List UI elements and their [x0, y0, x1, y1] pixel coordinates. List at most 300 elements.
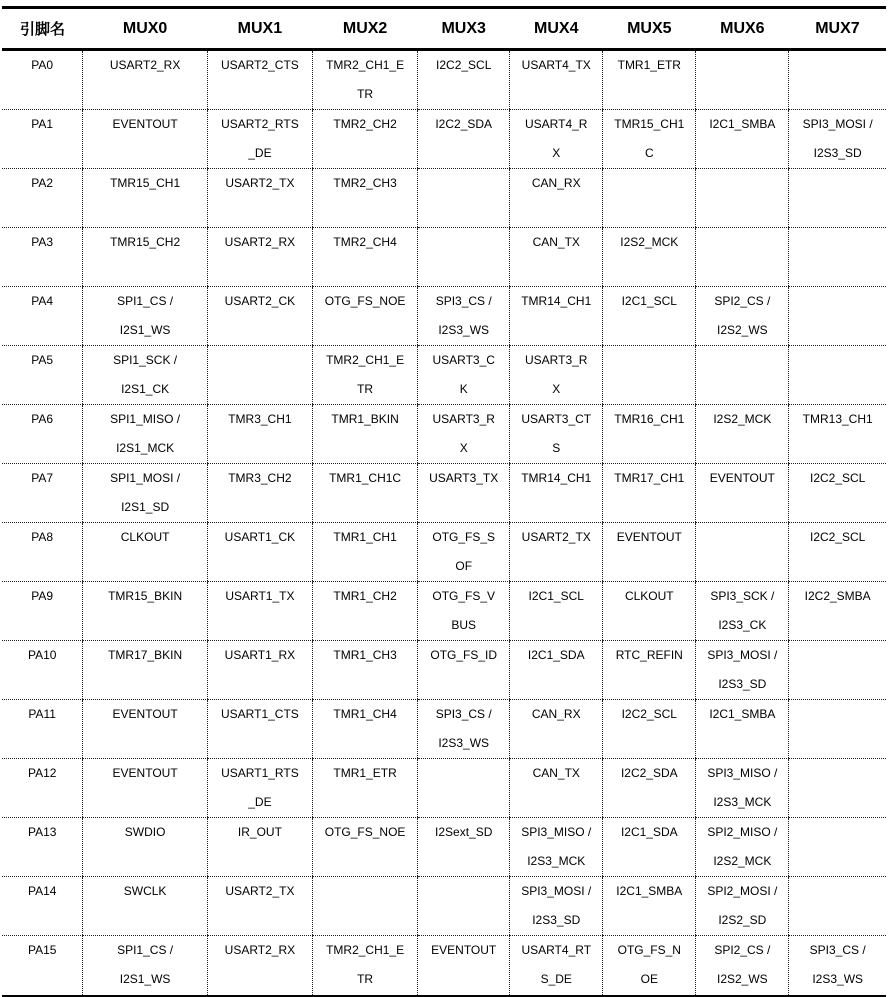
table-row [2, 346, 886, 405]
mux3-cell [418, 287, 510, 346]
mux-function-text: SPI3_CS / [809, 943, 866, 957]
mux4-cell [510, 700, 603, 759]
mux-function-text: X [552, 382, 561, 396]
mux0-cell [83, 346, 207, 405]
mux-function-text: CAN_RX [531, 707, 581, 721]
mux-function-text: TMR15_CH2 [110, 235, 181, 249]
mux6-cell [696, 700, 789, 759]
mux2-cell [313, 287, 418, 346]
mux7-cell [789, 523, 886, 582]
mux-function-text: TMR1_BKIN [331, 412, 399, 426]
mux-function-text: _DE [248, 795, 272, 809]
mux-function-text: _DE [248, 146, 272, 160]
mux3-cell [418, 110, 510, 169]
mux6-cell [696, 346, 789, 405]
mux-function-text: SPI2_MOSI / [707, 884, 778, 898]
pin-name-cell: PA9 [2, 582, 83, 641]
mux5-cell [603, 877, 696, 936]
mux-function-text: SPI3_CS / [435, 294, 492, 308]
mux-function-text: TMR1_ETR [333, 766, 397, 780]
mux-function-text: RTC_REFIN [615, 648, 683, 662]
mux-function-text: TMR1_CH3 [333, 648, 397, 662]
mux7-cell [789, 818, 886, 877]
mux-function-text: TMR2_CH1_E [326, 353, 405, 367]
mux1-cell [207, 523, 312, 582]
mux4-cell [510, 169, 603, 228]
mux5-cell [603, 110, 696, 169]
mux2-cell [313, 759, 418, 818]
mux0-cell [83, 287, 207, 346]
header-mux6: MUX6 [696, 8, 789, 50]
mux-function-text: I2S2_WS [716, 323, 768, 337]
pin-name-cell: PA1 [2, 110, 83, 169]
mux6-cell [696, 405, 789, 464]
mux-function-text: TMR2_CH1_E [326, 943, 405, 957]
mux6-cell [696, 287, 789, 346]
mux2-cell [313, 50, 418, 110]
mux-function-text: EVENTOUT [431, 943, 497, 957]
mux-function-text: I2C1_SMBA [709, 707, 776, 721]
mux-function-text: I2S3_CK [718, 618, 767, 632]
mux-function-text: I2S3_SD [813, 146, 862, 160]
mux-function-text: TMR1_CH1 [333, 530, 397, 544]
mux-function-text: SPI3_SCK / [710, 589, 775, 603]
pin-name-cell: PA10 [2, 641, 83, 700]
mux-function-text: I2S3_SD [532, 913, 581, 927]
mux-function-text: USART4_TX [521, 58, 591, 72]
mux2-cell [313, 641, 418, 700]
mux0-cell [83, 50, 207, 110]
mux-function-text: I2S3_WS [438, 323, 490, 337]
pin-name-cell: PA5 [2, 346, 83, 405]
mux-function-text: S [552, 441, 561, 455]
mux0-cell [83, 228, 207, 287]
mux2-cell [313, 464, 418, 523]
mux1-cell [207, 50, 312, 110]
mux5-cell [603, 523, 696, 582]
mux-function-text: I2S1_MCK [116, 441, 175, 455]
mux-function-text: I2S3_WS [812, 972, 864, 986]
mux-function-text: S_DE [540, 972, 572, 986]
mux-function-text: I2C1_SCL [621, 294, 677, 308]
pin-name-cell: PA6 [2, 405, 83, 464]
mux6-cell [696, 582, 789, 641]
mux-function-text: SPI3_MOSI / [802, 117, 873, 131]
mux3-cell [418, 464, 510, 523]
mux-function-text: TMR16_CH1 [614, 412, 685, 426]
pin-name-cell: PA12 [2, 759, 83, 818]
mux4-cell [510, 464, 603, 523]
mux-function-text: I2C2_SCL [809, 471, 866, 485]
mux-function-text: K [459, 382, 468, 396]
mux5-cell [603, 50, 696, 110]
pin-name-cell: PA15 [2, 936, 83, 996]
mux2-cell [313, 818, 418, 877]
mux6-cell [696, 50, 789, 110]
mux7-cell [789, 287, 886, 346]
mux-function-text: TR [357, 972, 374, 986]
mux-function-text: USART2_TX [225, 884, 295, 898]
mux7-cell [789, 50, 886, 110]
mux0-cell [83, 818, 207, 877]
pin-mux-table [2, 6, 886, 997]
mux-function-text: TMR14_CH1 [521, 471, 592, 485]
mux7-cell [789, 346, 886, 405]
mux-function-text: TMR1_CH1C [329, 471, 402, 485]
mux5-cell [603, 818, 696, 877]
mux-function-text: TR [357, 87, 374, 101]
mux-function-text: BUS [451, 618, 477, 632]
mux4-cell [510, 523, 603, 582]
mux5-cell [603, 759, 696, 818]
header-mux4: MUX4 [510, 8, 603, 50]
mux4-cell [510, 936, 603, 996]
mux5-cell [603, 582, 696, 641]
mux4-cell [510, 582, 603, 641]
mux-function-text: CAN_TX [532, 235, 580, 249]
table-row [2, 641, 886, 700]
mux-function-text: TMR14_CH1 [521, 294, 592, 308]
mux-function-text: TMR13_CH1 [802, 412, 873, 426]
mux-function-text: I2S2_MCK [713, 854, 772, 868]
mux-function-text: OF [455, 559, 473, 573]
mux3-cell [418, 818, 510, 877]
table-row [2, 169, 886, 228]
mux7-cell [789, 110, 886, 169]
mux-function-text: I2S1_WS [119, 972, 171, 986]
mux4-cell [510, 50, 603, 110]
mux-function-text: SWCLK [123, 884, 167, 898]
table-row [2, 759, 886, 818]
mux-function-text: USART3_TX [429, 471, 499, 485]
mux7-cell [789, 464, 886, 523]
mux-function-text: X [552, 146, 561, 160]
mux-function-text: I2C2_SCL [436, 58, 492, 72]
mux1-cell [207, 464, 312, 523]
mux-function-text: CAN_RX [531, 176, 581, 190]
mux3-cell [418, 759, 510, 818]
mux-function-text: USART2_CK [224, 294, 296, 308]
table-body [2, 50, 886, 996]
mux-function-text: EVENTOUT [112, 117, 178, 131]
mux1-cell [207, 700, 312, 759]
table-header-row [2, 8, 886, 50]
mux-function-text: TMR17_BKIN [108, 648, 183, 662]
mux-function-text: CAN_TX [532, 766, 580, 780]
mux1-cell [207, 818, 312, 877]
mux-function-text: OTG_FS_N [617, 943, 681, 957]
mux1-cell [207, 228, 312, 287]
mux-function-text: I2S3_MCK [527, 854, 586, 868]
mux6-cell [696, 818, 789, 877]
mux-function-text: SPI2_MISO / [707, 825, 778, 839]
mux0-cell [83, 464, 207, 523]
mux2-cell [313, 228, 418, 287]
pin-name-cell: PA11 [2, 700, 83, 759]
mux6-cell [696, 228, 789, 287]
mux6-cell [696, 877, 789, 936]
table-row [2, 287, 886, 346]
mux-function-text: TMR2_CH2 [333, 117, 397, 131]
mux-function-text: I2C2_SDA [620, 766, 678, 780]
table-row [2, 110, 886, 169]
mux7-cell [789, 228, 886, 287]
mux7-cell [789, 582, 886, 641]
mux-function-text: OTG_FS_V [432, 589, 496, 603]
mux6-cell [696, 110, 789, 169]
table-row [2, 228, 886, 287]
mux6-cell [696, 523, 789, 582]
mux0-cell [83, 700, 207, 759]
mux-function-text: I2C2_SCL [621, 707, 677, 721]
mux-function-text: SPI2_CS / [714, 943, 771, 957]
mux2-cell [313, 700, 418, 759]
mux-function-text: C [644, 146, 654, 160]
mux-function-text: I2S2_MCK [620, 235, 679, 249]
mux-function-text: TMR1_CH4 [333, 707, 397, 721]
header-mux7: MUX7 [789, 8, 886, 50]
mux-function-text: USART2_TX [225, 176, 295, 190]
mux-function-text: I2C2_SCL [809, 530, 866, 544]
mux5-cell [603, 700, 696, 759]
mux-function-text: I2C1_SMBA [709, 117, 776, 131]
mux-function-text: I2S3_MCK [713, 795, 772, 809]
mux-function-text: USART1_CTS [221, 707, 299, 721]
mux-function-text: SPI1_CS / [117, 943, 174, 957]
mux3-cell [418, 877, 510, 936]
mux7-cell [789, 877, 886, 936]
mux7-cell [789, 641, 886, 700]
mux-function-text: I2Sext_SD [435, 825, 493, 839]
mux1-cell [207, 759, 312, 818]
mux-function-text: TMR17_CH1 [614, 471, 685, 485]
mux-function-text: USART4_R [525, 117, 588, 131]
mux2-cell [313, 523, 418, 582]
mux4-cell [510, 287, 603, 346]
mux-function-text: I2S2_MCK [713, 412, 772, 426]
mux-function-text: SPI2_CS / [714, 294, 771, 308]
mux-function-text: I2S1_CK [121, 382, 170, 396]
pin-name-cell: PA8 [2, 523, 83, 582]
mux7-cell [789, 700, 886, 759]
mux6-cell [696, 464, 789, 523]
mux5-cell [603, 464, 696, 523]
mux-function-text: I2C1_SDA [620, 825, 678, 839]
mux-function-text: TMR1_ETR [617, 58, 681, 72]
pin-name-cell: PA0 [2, 50, 83, 110]
mux3-cell [418, 50, 510, 110]
mux-function-text: TMR2_CH3 [333, 176, 397, 190]
mux1-cell [207, 346, 312, 405]
mux-function-text: OE [640, 972, 658, 986]
mux-function-text: EVENTOUT [709, 471, 775, 485]
table-row [2, 582, 886, 641]
mux-function-text: EVENTOUT [112, 766, 178, 780]
pin-name-cell: PA4 [2, 287, 83, 346]
mux-function-text: USART3_C [432, 353, 495, 367]
mux3-cell [418, 228, 510, 287]
mux4-cell [510, 228, 603, 287]
mux4-cell [510, 641, 603, 700]
mux-function-text: OTG_FS_NOE [324, 825, 406, 839]
table-row [2, 523, 886, 582]
mux-function-text: USART2_CTS [221, 58, 299, 72]
mux3-cell [418, 641, 510, 700]
mux-function-text: USART2_RX [109, 58, 181, 72]
mux-function-text: I2C1_SCL [528, 589, 584, 603]
table-row [2, 405, 886, 464]
mux0-cell [83, 936, 207, 996]
mux0-cell [83, 582, 207, 641]
mux-function-text: TMR1_CH2 [333, 589, 397, 603]
mux-function-text: I2C2_SDA [435, 117, 493, 131]
mux0-cell [83, 877, 207, 936]
mux6-cell [696, 936, 789, 996]
mux-function-text: USART1_CK [224, 530, 296, 544]
mux0-cell [83, 169, 207, 228]
mux2-cell [313, 582, 418, 641]
mux-function-text: TMR15_CH1 [614, 117, 685, 131]
mux-function-text: OTG_FS_NOE [324, 294, 406, 308]
mux-function-text: I2S2_SD [718, 913, 767, 927]
mux5-cell [603, 641, 696, 700]
mux3-cell [418, 405, 510, 464]
mux-function-text: USART2_RX [224, 943, 296, 957]
mux4-cell [510, 759, 603, 818]
header-mux3: MUX3 [418, 8, 510, 50]
mux4-cell [510, 346, 603, 405]
mux5-cell [603, 936, 696, 996]
mux-function-text: SPI1_CS / [117, 294, 174, 308]
mux-function-text: EVENTOUT [112, 707, 178, 721]
mux-function-text: USART2_RX [224, 235, 296, 249]
mux-function-text: CLKOUT [120, 530, 170, 544]
mux1-cell [207, 877, 312, 936]
mux-function-text: SPI3_MISO / [707, 766, 778, 780]
mux7-cell [789, 936, 886, 996]
mux5-cell [603, 287, 696, 346]
mux1-cell [207, 405, 312, 464]
mux1-cell [207, 936, 312, 996]
mux1-cell [207, 582, 312, 641]
mux-function-text: TMR15_CH1 [110, 176, 181, 190]
mux-function-text: I2C1_SDA [527, 648, 585, 662]
mux-function-text: SPI1_MISO / [110, 412, 181, 426]
mux-function-text: SPI3_MOSI / [707, 648, 778, 662]
mux7-cell [789, 405, 886, 464]
mux4-cell [510, 877, 603, 936]
table-row [2, 464, 886, 523]
pin-name-cell: PA13 [2, 818, 83, 877]
mux-function-text: SPI3_CS / [435, 707, 492, 721]
mux-function-text: I2C2_SMBA [804, 589, 871, 603]
mux-function-text: OTG_FS_ID [430, 648, 498, 662]
table-row [2, 700, 886, 759]
mux3-cell [418, 700, 510, 759]
mux-function-text: TMR2_CH1_E [326, 58, 405, 72]
mux-function-text: I2S3_WS [438, 736, 490, 750]
mux2-cell [313, 346, 418, 405]
mux3-cell [418, 936, 510, 996]
pin-name-cell: PA7 [2, 464, 83, 523]
mux-function-text: SPI1_SCK / [113, 353, 178, 367]
mux-function-text: SPI3_MISO / [521, 825, 592, 839]
mux-function-text: USART2_TX [521, 530, 591, 544]
header-mux1: MUX1 [207, 8, 312, 50]
mux-function-text: I2C1_SMBA [616, 884, 683, 898]
mux4-cell [510, 405, 603, 464]
header-mux0: MUX0 [83, 8, 207, 50]
mux0-cell [83, 641, 207, 700]
mux-function-text: USART1_RTS [221, 766, 299, 780]
header-mux2: MUX2 [313, 8, 418, 50]
mux6-cell [696, 759, 789, 818]
mux2-cell [313, 110, 418, 169]
mux-function-text: CLKOUT [624, 589, 674, 603]
mux5-cell [603, 228, 696, 287]
mux-function-text: USART4_RT [521, 943, 592, 957]
mux0-cell [83, 523, 207, 582]
table-row [2, 877, 886, 936]
pin-name-cell: PA3 [2, 228, 83, 287]
mux1-cell [207, 169, 312, 228]
mux-function-text: USART3_R [432, 412, 495, 426]
mux1-cell [207, 110, 312, 169]
mux7-cell [789, 759, 886, 818]
mux4-cell [510, 818, 603, 877]
mux-function-text: IR_OUT [237, 825, 282, 839]
mux2-cell [313, 169, 418, 228]
mux0-cell [83, 759, 207, 818]
mux0-cell [83, 405, 207, 464]
mux3-cell [418, 169, 510, 228]
table-row [2, 936, 886, 996]
mux-function-text: USART1_RX [224, 648, 296, 662]
mux6-cell [696, 641, 789, 700]
mux-function-text: TMR2_CH4 [333, 235, 397, 249]
mux-function-text: OTG_FS_S [432, 530, 496, 544]
pin-name-cell: PA2 [2, 169, 83, 228]
mux3-cell [418, 346, 510, 405]
mux-function-text: I2S1_SD [121, 500, 170, 514]
mux5-cell [603, 346, 696, 405]
mux-function-text: I2S1_WS [119, 323, 171, 337]
mux1-cell [207, 641, 312, 700]
pin-name-cell: PA14 [2, 877, 83, 936]
mux-function-text: USART3_CT [521, 412, 592, 426]
mux-function-text: TMR3_CH2 [228, 471, 292, 485]
mux-function-text: TMR15_BKIN [108, 589, 183, 603]
mux-function-text: USART1_TX [225, 589, 295, 603]
mux-function-text: TR [357, 382, 374, 396]
mux7-cell [789, 169, 886, 228]
table-row [2, 50, 886, 110]
header-mux5: MUX5 [603, 8, 696, 50]
mux-function-text: SWDIO [124, 825, 166, 839]
mux-function-text: I2S3_SD [718, 677, 767, 691]
mux2-cell [313, 877, 418, 936]
mux3-cell [418, 582, 510, 641]
mux-function-text: EVENTOUT [616, 530, 682, 544]
mux-function-text: TMR3_CH1 [228, 412, 292, 426]
mux-function-text: I2S2_WS [716, 972, 768, 986]
mux1-cell [207, 287, 312, 346]
header-pin-name: 引脚名 [2, 8, 83, 50]
mux-function-text: SPI1_MOSI / [110, 471, 181, 485]
mux0-cell [83, 110, 207, 169]
mux-function-text: USART3_R [525, 353, 588, 367]
mux6-cell [696, 169, 789, 228]
